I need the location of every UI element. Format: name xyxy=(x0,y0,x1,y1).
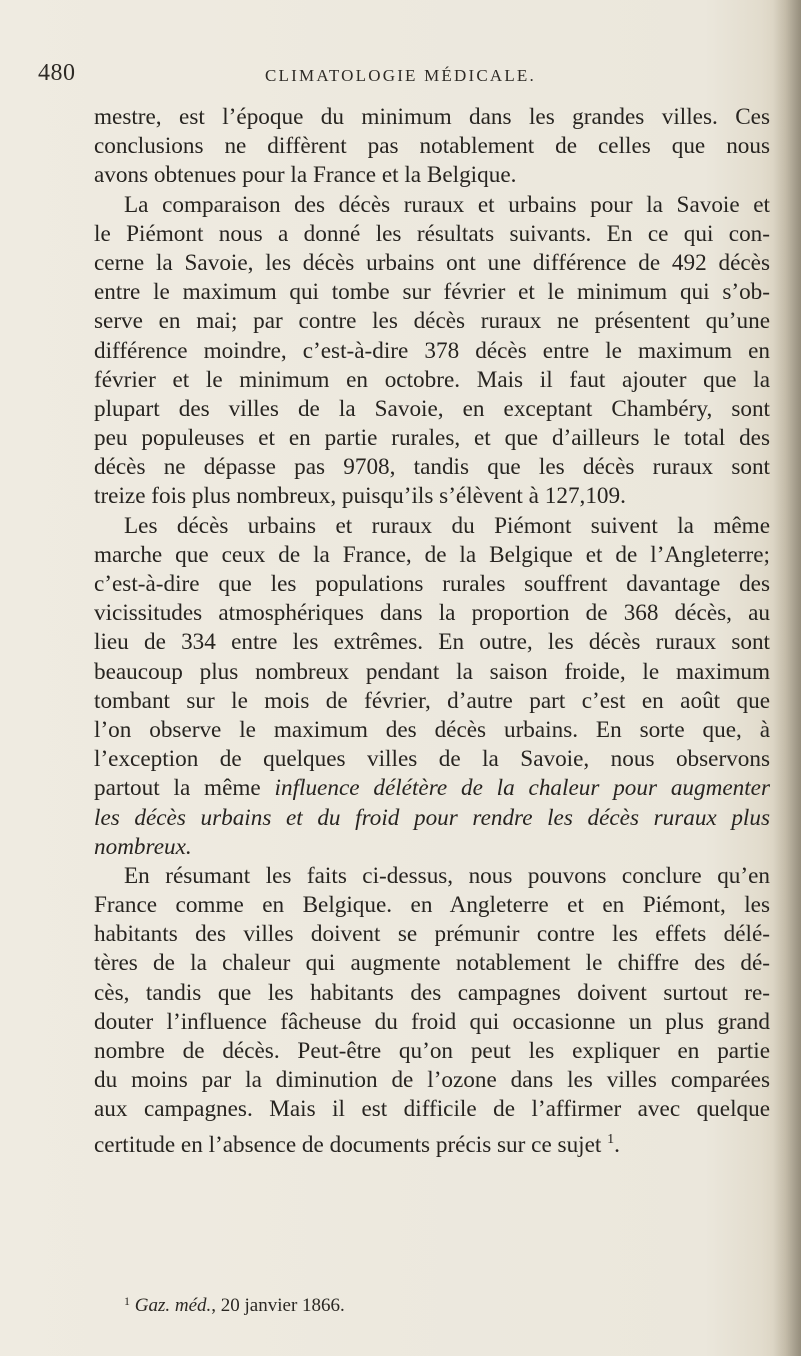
text-line: cès, tandis que les habitants des campagnes doivent surtout re- xyxy=(94,979,770,1006)
text-line: douter l’influence fâcheuse du froid qui occasionne un plus grand xyxy=(94,1008,770,1035)
text-line: différence moindre, c’est-à-dire 378 décès entre le maximum en xyxy=(94,337,770,364)
page-header xyxy=(0,58,801,98)
text-line: cerne la Savoie, les décès urbains ont une différence de 492 décès xyxy=(94,249,770,276)
text-line: serve en mai; par contre les décès ruraux ne présentent qu’une xyxy=(94,308,770,335)
text-run: . xyxy=(614,1131,620,1158)
text-line: En résumant les faits ci-dessus, nous pouvons conclure qu’en xyxy=(124,862,770,889)
text-line: Les décès urbains et ruraux du Piémont suivent la même xyxy=(124,512,770,539)
text-line: marche que ceux de la France, de la Belgique et de l’Angleterre; xyxy=(94,541,770,568)
text-line: tombant sur le mois de février, d’autre part c’est en août que xyxy=(94,687,770,714)
page-edge-shadow xyxy=(773,0,801,1356)
text-line-with-note xyxy=(94,1125,770,1158)
text-line: treize fois plus nombreux, puisqu’ils s’élèvent à 127,109. xyxy=(94,483,626,510)
footnote-reference: 1 xyxy=(607,1131,615,1147)
text-line: le Piémont nous a donné les résultats suivants. En ce qui con- xyxy=(94,220,770,247)
footnote-marker: 1 xyxy=(124,1294,130,1308)
text-line: mestre, est l’époque du minimum dans les grandes villes. Ces xyxy=(94,104,770,130)
italic-text-run: influence délétère de la chaleur pour augmenter xyxy=(274,775,770,802)
text-line: conclusions ne diffèrent pas notablement de celles que nous xyxy=(94,133,770,160)
text-line: l’on observe le maximum des décès urbains. En sorte que, à xyxy=(94,716,770,743)
text-line: nombre de décès. Peut-être qu’on peut les expliquer en partie xyxy=(94,1038,770,1064)
text-line: France comme en Belgique. en Angleterre et en Piémont, les xyxy=(94,892,770,919)
text-line-mixed xyxy=(94,774,770,803)
text-line: peu populeuses et en partie rurales, et que d’ailleurs le total des xyxy=(94,425,770,452)
text-line: plupart des villes de la Savoie, en exceptant Chambéry, sont xyxy=(94,395,770,422)
italic-text-line xyxy=(94,833,770,862)
italic-text-run: les décès urbains et du froid pour rendre les décès ruraux plus xyxy=(94,804,770,831)
footnote-date: , 20 janvier 1866. xyxy=(211,1295,345,1316)
running-title: CLIMATOLOGIE MÉDICALE. xyxy=(265,66,536,85)
text-run: certitude en l’absence de documents précis sur ce sujet xyxy=(94,1131,602,1158)
italic-text-line xyxy=(94,804,770,833)
text-line: lieu de 334 entre les extrêmes. En outre, les décès ruraux sont xyxy=(94,629,770,656)
text-line: février et le minimum en octobre. Mais il faut ajouter que la xyxy=(94,366,770,393)
text-line: décès ne dépasse pas 9708, tandis que les décès ruraux sont xyxy=(94,454,770,481)
text-line: c’est-à-dire que les populations rurales souffrent davantage des xyxy=(94,571,770,597)
text-line: du moins par la diminution de l’ozone dans les villes comparées xyxy=(94,1067,770,1094)
text-line: La comparaison des décès ruraux et urbains pour la Savoie et xyxy=(124,191,770,218)
text-run: partout la même xyxy=(94,775,261,802)
footnote-source: Gaz. méd. xyxy=(134,1295,212,1316)
text-line: tères de la chaleur qui augmente notablement le chiffre des dé- xyxy=(94,950,770,977)
text-line: vicissitudes atmosphériques dans la proportion de 368 décès, au xyxy=(94,600,770,627)
text-line: avons obtenues pour la France et la Belgique. xyxy=(94,162,517,189)
italic-text-run: nombreux. xyxy=(94,833,192,860)
text-line: aux campagnes. Mais il est difficile de l’affirmer avec quelque xyxy=(94,1096,770,1123)
page-number: 480 xyxy=(38,60,76,86)
text-line: l’exception de quelques villes de la Savoie, nous observons xyxy=(94,746,770,773)
footnote xyxy=(124,1294,345,1317)
text-line: beaucoup plus nombreux pendant la saison froide, le maximum xyxy=(94,658,770,685)
body-text xyxy=(94,103,770,1158)
text-line: entre le maximum qui tombe sur février et le minimum qui s’ob- xyxy=(94,279,770,306)
text-line: habitants des villes doivent se prémunir contre les effets délé- xyxy=(94,921,770,948)
